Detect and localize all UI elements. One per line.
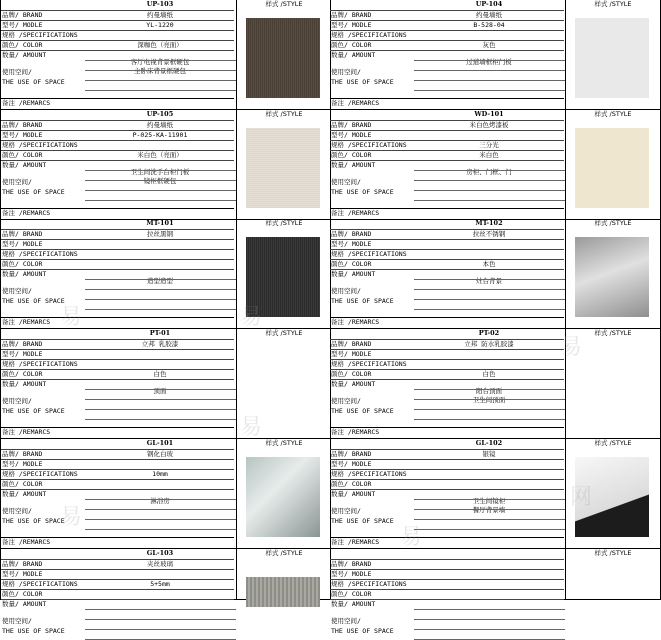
spec-value-color: 白色 [482,370,496,378]
use-rule [85,60,236,61]
material-card [0,219,331,329]
use-rule [414,619,565,620]
spec-label-amount: 数量/ AMOUNT [2,161,47,169]
spec-label-amount: 数量/ AMOUNT [2,51,47,59]
spec-label-brand: 品牌/ BRAND [331,11,372,19]
spec-row-brand [1,449,234,459]
spec-label-brand: 品牌/ BRAND [331,450,372,458]
use-value: 客厅电视背景框硬包 [130,58,190,66]
use-rule [85,509,236,510]
material-swatch [575,128,649,208]
use-label-cn: 使用空间/ [2,397,32,405]
spec-label-spec: 规格 /SPECIFICATIONS [2,360,78,368]
spec-row-color [1,589,234,599]
use-rule [414,509,565,510]
use-label-en: THE USE OF SPACE [331,407,394,415]
spec-row-color [330,369,564,379]
use-rule [414,289,565,290]
spec-label-model: 型号/ MODLE [2,240,43,248]
use-label-en: THE USE OF SPACE [2,78,65,86]
spec-value-brand: 立邦 防水乳胶漆 [464,340,514,348]
use-rule [85,190,236,191]
spec-row-model [330,130,564,140]
spec-label-model: 型号/ MODLE [2,21,43,29]
spec-label-amount: 数量/ AMOUNT [331,490,376,498]
style-label: 样式 /STYLE [594,219,632,227]
style-label: 样式 /STYLE [594,549,632,557]
use-rule [85,200,236,201]
style-column-divider [565,219,566,328]
spec-label-spec: 规格 /SPECIFICATIONS [331,31,407,39]
use-value: 过道墙框柜门板 [466,58,512,66]
style-column-divider [565,0,566,109]
spec-label-amount: 数量/ AMOUNT [331,270,376,278]
style-label: 样式 /STYLE [265,549,303,557]
use-rule [85,289,236,290]
spec-label-spec: 规格 /SPECIFICATIONS [331,250,407,258]
material-swatch [575,457,649,537]
material-code: MT-102 [475,219,503,227]
material-card [0,439,331,549]
spec-value-brand: 约曼墙纸 [476,11,502,19]
style-column-divider [236,439,237,548]
style-column-divider [565,329,566,438]
watermark-glyph: 易 [60,505,83,530]
style-label: 样式 /STYLE [265,439,303,447]
spec-label-spec: 规格 /SPECIFICATIONS [2,141,78,149]
spec-row-brand [1,10,234,20]
material-swatch [246,18,320,98]
spec-row-spec [1,359,234,369]
use-label-cn: 使用空间/ [331,178,361,186]
spec-value-color: 白色 [153,370,167,378]
style-column-divider [236,329,237,438]
use-label-en: THE USE OF SPACE [331,188,394,196]
spec-label-brand: 品牌/ BRAND [2,121,43,129]
use-label-cn: 使用空间/ [331,617,361,625]
use-label-en: THE USE OF SPACE [331,517,394,525]
use-rule [85,609,236,610]
use-rule [85,309,236,310]
material-code: UP-103 [146,0,174,8]
spec-label-brand: 品牌/ BRAND [2,11,43,19]
spec-label-model: 型号/ MODLE [331,21,372,29]
style-label: 样式 /STYLE [594,110,632,118]
use-rule [85,399,236,400]
use-rule [414,80,565,81]
spec-label-color: 颜色/ COLOR [331,151,372,159]
style-label: 样式 /STYLE [265,110,303,118]
use-value: 餐厅背景墙 [472,506,506,514]
use-value: 造型造型 [147,277,173,285]
use-label-en: THE USE OF SPACE [2,517,65,525]
remarks-row: 备注 /REMARCS [330,98,564,109]
spec-row-color [1,150,234,160]
spec-label-model: 型号/ MODLE [331,240,372,248]
spec-row-model [1,459,234,469]
use-label-cn: 使用空间/ [2,617,32,625]
remarks-row: 备注 /REMARCS [1,427,234,438]
use-rule [414,180,565,181]
spec-row-model [1,349,234,359]
spec-row-amount [1,599,234,609]
spec-value-color: 灰色 [482,41,496,49]
style-column-divider [236,110,237,219]
spec-label-brand: 品牌/ BRAND [331,560,372,568]
spec-label-color: 颜色/ COLOR [331,480,372,488]
spec-row-brand [1,229,234,239]
spec-value-color: 深咖色（亮面） [137,41,183,49]
material-code: WD-101 [474,110,504,118]
use-rule [414,90,565,91]
spec-label-brand: 品牌/ BRAND [2,560,43,568]
use-rule [85,170,236,171]
spec-label-brand: 品牌/ BRAND [331,121,372,129]
spec-value-brand: 米白色烤漆板 [469,121,509,129]
use-label-cn: 使用空间/ [331,397,361,405]
material-code: UP-105 [146,110,174,118]
watermark-glyph: 易 [240,415,263,440]
spec-label-brand: 品牌/ BRAND [2,450,43,458]
spec-row-color [330,259,564,269]
spec-label-model: 型号/ MODLE [2,350,43,358]
spec-row-spec [330,30,564,40]
watermark-glyph: 易 [400,525,423,550]
use-rule [414,499,565,500]
spec-label-amount: 数量/ AMOUNT [2,490,47,498]
spec-row-color [330,40,564,50]
use-value: 主卧床背景框硬包 [134,67,186,75]
spec-row-amount [330,599,564,609]
remarks-row: 备注 /REMARCS [1,208,234,219]
spec-value-model: B-528-04 [473,21,505,29]
watermark-glyph: 网 [570,485,593,510]
spec-label-spec: 规格 /SPECIFICATIONS [2,470,78,478]
spec-value-brand: 约曼墙纸 [147,11,173,19]
use-value: 卫生间洗手台柜门板 [130,168,190,176]
remarks-row: 备注 /REMARCS [330,317,564,328]
spec-label-spec: 规格 /SPECIFICATIONS [2,580,78,588]
spec-label-model: 型号/ MODLE [331,460,372,468]
use-rule [414,409,565,410]
material-card [330,219,661,329]
spec-label-amount: 数量/ AMOUNT [331,600,376,608]
use-label-en: THE USE OF SPACE [331,78,394,86]
use-label-cn: 使用空间/ [331,68,361,76]
use-rule [414,399,565,400]
use-rule [414,629,565,630]
watermark-glyph: 易 [240,305,263,330]
material-code: UP-104 [475,0,503,8]
use-value: 房柜、门框、门 [466,168,512,176]
use-value: 阳台顶面 [476,387,502,395]
remarks-row: 备注 /REMARCS [330,427,564,438]
spec-value-spec: 10mm [152,470,168,478]
use-label-cn: 使用空间/ [2,68,32,76]
spec-value-spec: 三分光 [479,141,499,149]
spec-label-amount: 数量/ AMOUNT [2,380,47,388]
style-column-divider [565,110,566,219]
use-label-cn: 使用空间/ [2,287,32,295]
material-code: GL-102 [475,439,503,447]
use-rule [85,90,236,91]
spec-value-color: 米白色 [479,151,499,159]
use-value: 卫生间镜柜 [472,497,506,505]
spec-row-spec [1,30,234,40]
use-rule [414,60,565,61]
material-code: GL-103 [146,549,174,557]
spec-row-brand [1,339,234,349]
spec-row-model [330,569,564,579]
material-swatch [246,128,320,208]
use-rule [85,80,236,81]
spec-value-brand: 夹丝玻璃 [147,560,173,568]
watermark-glyph: 易 [560,335,583,360]
use-label-cn: 使用空间/ [2,507,32,515]
use-label-en: THE USE OF SPACE [331,297,394,305]
material-card [330,329,661,439]
use-label-cn: 使用空间/ [331,507,361,515]
use-rule [414,70,565,71]
spec-row-brand [330,10,564,20]
spec-row-brand [330,229,564,239]
spec-row-spec [330,579,564,589]
use-rule [85,619,236,620]
spec-value-brand: 拉丝黑钢 [147,230,173,238]
spec-row-brand [330,449,564,459]
material-card [330,0,661,110]
spec-row-color [1,369,234,379]
spec-row-spec [330,359,564,369]
spec-row-color [1,479,234,489]
use-rule [85,629,236,630]
spec-row-spec [1,469,234,479]
use-rule [414,200,565,201]
watermark-glyph: 易 [60,305,83,330]
spec-row-model [1,20,234,30]
style-label: 样式 /STYLE [265,329,303,337]
spec-row-brand [330,559,564,569]
spec-row-color [330,479,564,489]
use-rule [414,389,565,390]
remarks-row: 备注 /REMARCS [1,317,234,328]
spec-row-model [330,239,564,249]
use-label-en: THE USE OF SPACE [2,627,65,635]
spec-label-spec: 规格 /SPECIFICATIONS [331,580,407,588]
spec-row-color [330,589,564,599]
spec-row-spec [1,140,234,150]
spec-row-spec [330,469,564,479]
spec-row-brand [1,559,234,569]
material-swatch [246,237,320,317]
use-rule [85,180,236,181]
use-rule [414,279,565,280]
material-swatch [246,457,320,537]
use-label-cn: 使用空间/ [331,287,361,295]
spec-row-brand [1,120,234,130]
spec-row-model [330,349,564,359]
style-column-divider [565,439,566,548]
spec-label-amount: 数量/ AMOUNT [2,270,47,278]
use-rule [414,170,565,171]
use-value: 灶台背景 [476,277,502,285]
use-value: 卫生间顶面 [472,396,506,404]
spec-row-brand [330,120,564,130]
spec-label-color: 颜色/ COLOR [2,41,43,49]
spec-label-color: 颜色/ COLOR [2,590,43,598]
use-rule [85,299,236,300]
spec-label-spec: 规格 /SPECIFICATIONS [2,31,78,39]
spec-value-brand: 约曼墙纸 [147,121,173,129]
spec-label-amount: 数量/ AMOUNT [2,600,47,608]
spec-row-model [1,239,234,249]
use-label-en: THE USE OF SPACE [2,297,65,305]
spec-row-spec [1,249,234,259]
spec-row-model [330,20,564,30]
spec-value-color: 本色 [482,260,496,268]
spec-row-model [1,130,234,140]
material-code: MT-101 [146,219,174,227]
spec-label-model: 型号/ MODLE [2,570,43,578]
remarks-row: 备注 /REMARCS [1,537,234,548]
spec-label-brand: 品牌/ BRAND [331,340,372,348]
material-swatch [246,577,320,607]
spec-label-color: 颜色/ COLOR [331,590,372,598]
material-code: GL-101 [146,439,174,447]
use-rule [85,279,236,280]
spec-value-brand: 立邦 乳胶漆 [141,340,179,348]
use-rule [85,419,236,420]
style-column-divider [236,219,237,328]
use-rule [85,389,236,390]
use-rule [414,309,565,310]
spec-row-spec [1,579,234,589]
style-label: 样式 /STYLE [594,439,632,447]
use-rule [85,409,236,410]
spec-value-model: P-025-KA-11901 [132,131,188,139]
use-label-en: THE USE OF SPACE [331,627,394,635]
spec-label-spec: 规格 /SPECIFICATIONS [2,250,78,258]
material-card [330,110,661,220]
use-rule [414,529,565,530]
spec-label-color: 颜色/ COLOR [2,480,43,488]
spec-row-spec [330,249,564,259]
spec-row-brand [330,339,564,349]
use-label-en: THE USE OF SPACE [2,407,65,415]
spec-label-spec: 规格 /SPECIFICATIONS [331,141,407,149]
spec-value-brand: 钢化白玻 [147,450,173,458]
spec-label-brand: 品牌/ BRAND [2,230,43,238]
spec-row-model [330,459,564,469]
spec-label-color: 颜色/ COLOR [2,151,43,159]
use-rule [414,519,565,520]
use-rule [85,529,236,530]
spec-label-amount: 数量/ AMOUNT [331,161,376,169]
use-value: 淋浴房 [150,497,170,505]
spec-label-model: 型号/ MODLE [331,570,372,578]
use-label-en: THE USE OF SPACE [2,188,65,196]
spec-row-model [1,569,234,579]
material-card [0,549,331,635]
style-label: 样式 /STYLE [594,329,632,337]
spec-label-model: 型号/ MODLE [331,131,372,139]
style-label: 样式 /STYLE [265,0,303,8]
use-rule [85,519,236,520]
material-code: PT-01 [149,329,171,337]
material-card [0,329,331,439]
spec-row-color [1,40,234,50]
use-rule [85,70,236,71]
spec-label-amount: 数量/ AMOUNT [331,51,376,59]
spec-row-color [1,259,234,269]
remarks-row: 备注 /REMARCS [330,537,564,548]
style-label: 样式 /STYLE [265,219,303,227]
spec-label-color: 颜色/ COLOR [331,41,372,49]
material-swatch [575,18,649,98]
spec-value-color: 米白色（亮面） [137,151,183,159]
spec-label-model: 型号/ MODLE [331,350,372,358]
material-card [0,110,331,220]
spec-label-spec: 规格 /SPECIFICATIONS [331,470,407,478]
spec-value-model: YL-1220 [146,21,174,29]
use-rule [414,190,565,191]
material-code: PT-02 [478,329,500,337]
spec-row-color [330,150,564,160]
use-rule [414,609,565,610]
material-card [330,439,661,549]
use-label-cn: 使用空间/ [2,178,32,186]
spec-label-model: 型号/ MODLE [2,131,43,139]
spec-row-spec [330,140,564,150]
spec-label-brand: 品牌/ BRAND [331,230,372,238]
spec-label-color: 颜色/ COLOR [331,260,372,268]
spec-label-model: 型号/ MODLE [2,460,43,468]
material-swatch [575,237,649,317]
use-value: 镜柜框硬包 [143,177,177,185]
style-label: 样式 /STYLE [594,0,632,8]
spec-label-spec: 规格 /SPECIFICATIONS [331,360,407,368]
spec-label-color: 颜色/ COLOR [2,370,43,378]
spec-label-color: 颜色/ COLOR [2,260,43,268]
spec-label-brand: 品牌/ BRAND [2,340,43,348]
remarks-row: 备注 /REMARCS [1,98,234,109]
use-rule [85,499,236,500]
material-card [330,549,661,635]
material-card [0,0,331,110]
use-rule [414,299,565,300]
spec-label-color: 颜色/ COLOR [331,370,372,378]
spec-label-amount: 数量/ AMOUNT [331,380,376,388]
spec-value-brand: 拉丝不锈钢 [472,230,506,238]
style-column-divider [236,0,237,109]
use-rule [414,419,565,420]
use-value: 顶面 [153,387,167,395]
spec-value-brand: 银镜 [482,450,496,458]
remarks-row: 备注 /REMARCS [330,208,564,219]
spec-value-spec: 5+5mm [150,580,170,588]
